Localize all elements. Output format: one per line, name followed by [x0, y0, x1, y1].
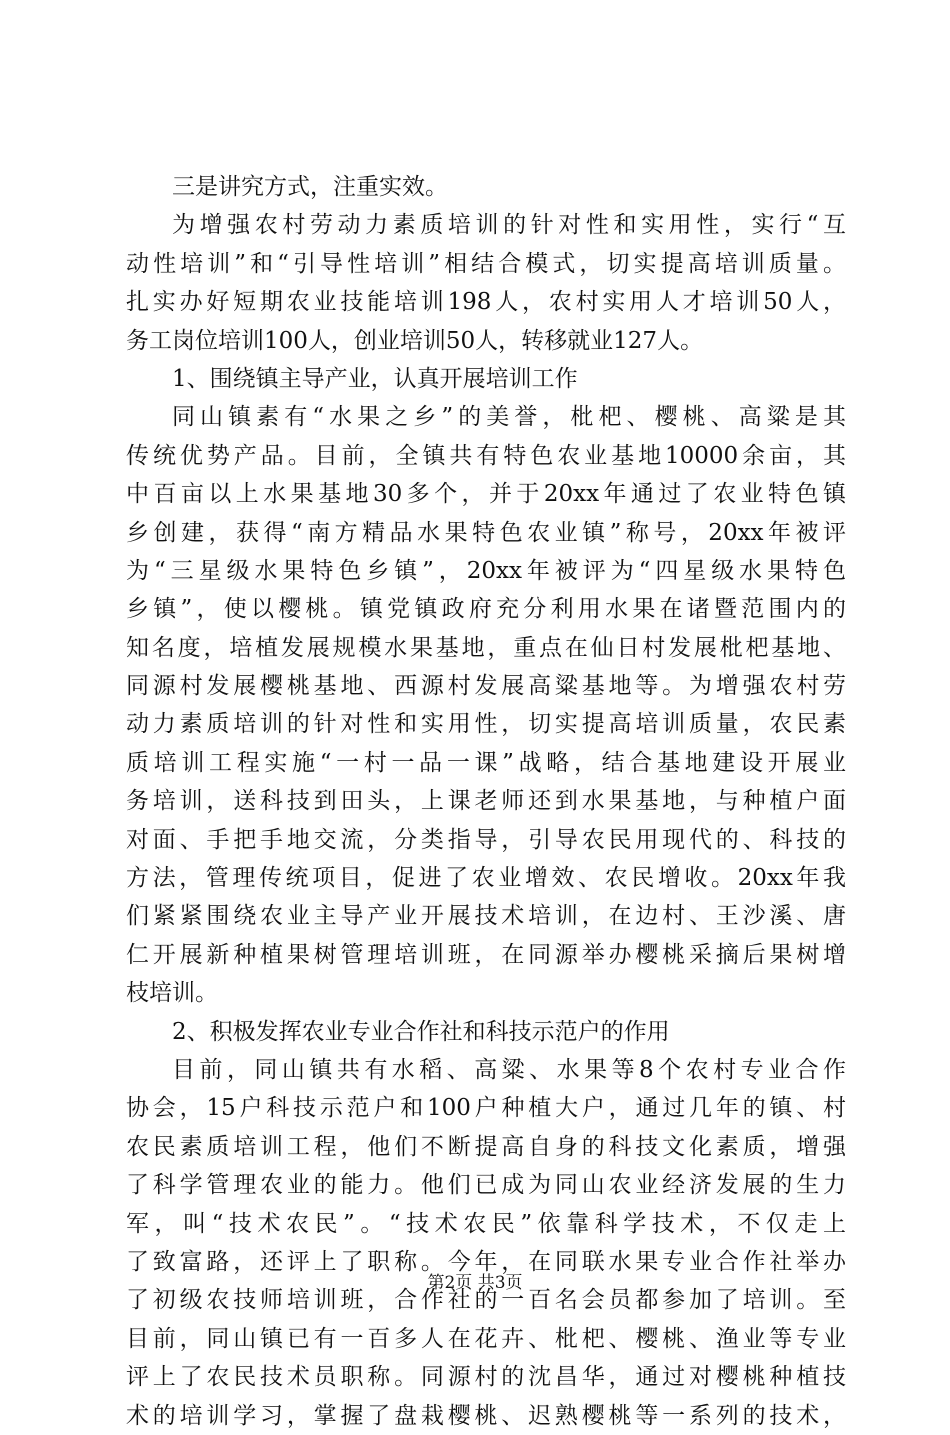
text-line: 了科学管理农业的能力。他们已成为同山农业经济发展的生力	[126, 1172, 846, 1199]
text-line: 知名度，培植发展规模水果基地，重点在仙日村发展枇杷基地、	[126, 634, 846, 661]
text-line: 农民素质培训工程，他们不断提高自身的科技文化素质，增强	[126, 1133, 846, 1160]
section-heading: 1、围绕镇主导产业，认真开展培训工作	[172, 365, 578, 392]
text-line: 为“三星级水果特色乡镇”，20xx年被评为“四星级水果特色	[126, 557, 846, 584]
text-line: 传统优势产品。目前，全镇共有特色农业基地10000余亩，其	[126, 442, 846, 469]
body-text	[126, 168, 846, 1435]
text-line: 同山镇素有“水果之乡”的美誉，枇杷、樱桃、高粱是其	[172, 404, 846, 431]
text-line: 务培训，送科技到田头，上课老师还到水果基地，与种植户面	[126, 788, 846, 815]
text-line: 了致富路，还评上了职称。今年，在同联水果专业合作社举办	[126, 1248, 846, 1275]
text-line: 质培训工程实施“一村一品一课”战略，结合基地建设开展业	[126, 749, 846, 776]
text-line: 务工岗位培训100人，创业培训50人，转移就业127人。	[126, 327, 704, 354]
text-line: 评上了农民技术员职称。同源村的沈昌华，通过对樱桃种植技	[126, 1364, 846, 1391]
text-line: 们紧紧围绕农业主导产业开展技术培训，在边村、王沙溪、唐	[126, 903, 846, 930]
text-line: 动力素质培训的针对性和实用性，切实提高培训质量，农民素	[126, 711, 846, 738]
text-line: 军，叫“技术农民”。“技术农民”依靠科学技术，不仅走上	[126, 1210, 846, 1237]
section-heading: 2、积极发挥农业专业合作社和科技示范户的作用	[172, 1018, 670, 1045]
text-line: 仁开展新种植果树管理培训班，在同源举办樱桃采摘后果树增	[126, 941, 846, 968]
text-line: 同源村发展樱桃基地、西源村发展高粱基地等。为增强农村劳	[126, 673, 846, 700]
text-line: 方法，管理传统项目，促进了农业增效、农民增收。20xx年我	[126, 865, 846, 892]
text-line: 了初级农技师培训班，合作社的一百名会员都参加了培训。至	[126, 1287, 846, 1314]
text-line: 为增强农村劳动力素质培训的针对性和实用性，实行“互	[172, 212, 846, 239]
text-line: 目前，同山镇已有一百多人在花卉、枇杷、樱桃、渔业等专业	[126, 1325, 846, 1352]
text-line: 协会，15户科技示范户和100户种植大户，通过几年的镇、村	[126, 1095, 846, 1122]
text-line: 扎实办好短期农业技能培训198人，农村实用人才培训50人，	[126, 289, 846, 316]
text-line: 术的培训学习，掌握了盘栽樱桃、迟熟樱桃等一系列的技术，	[126, 1402, 846, 1429]
page-footer: 第2页 共3页	[427, 1273, 523, 1293]
text-line: 枝培训。	[126, 980, 218, 1007]
text-line: 目前，同山镇共有水稻、高粱、水果等8个农村专业合作	[172, 1056, 846, 1083]
text-line: 乡镇”，使以樱桃。镇党镇政府充分利用水果在诸暨范围内的	[126, 596, 846, 623]
text-line: 中百亩以上水果基地30多个，并于20xx年通过了农业特色镇	[126, 481, 846, 508]
text-line: 乡创建，获得“南方精品水果特色农业镇”称号，20xx年被评	[126, 519, 846, 546]
text-line: 动性培训”和“引导性培训”相结合模式，切实提高培训质量。	[126, 250, 846, 277]
text-line: 三是讲究方式，注重实效。	[172, 174, 448, 200]
text-line: 对面、手把手地交流，分类指导，引导农民用现代的、科技的	[126, 826, 846, 853]
